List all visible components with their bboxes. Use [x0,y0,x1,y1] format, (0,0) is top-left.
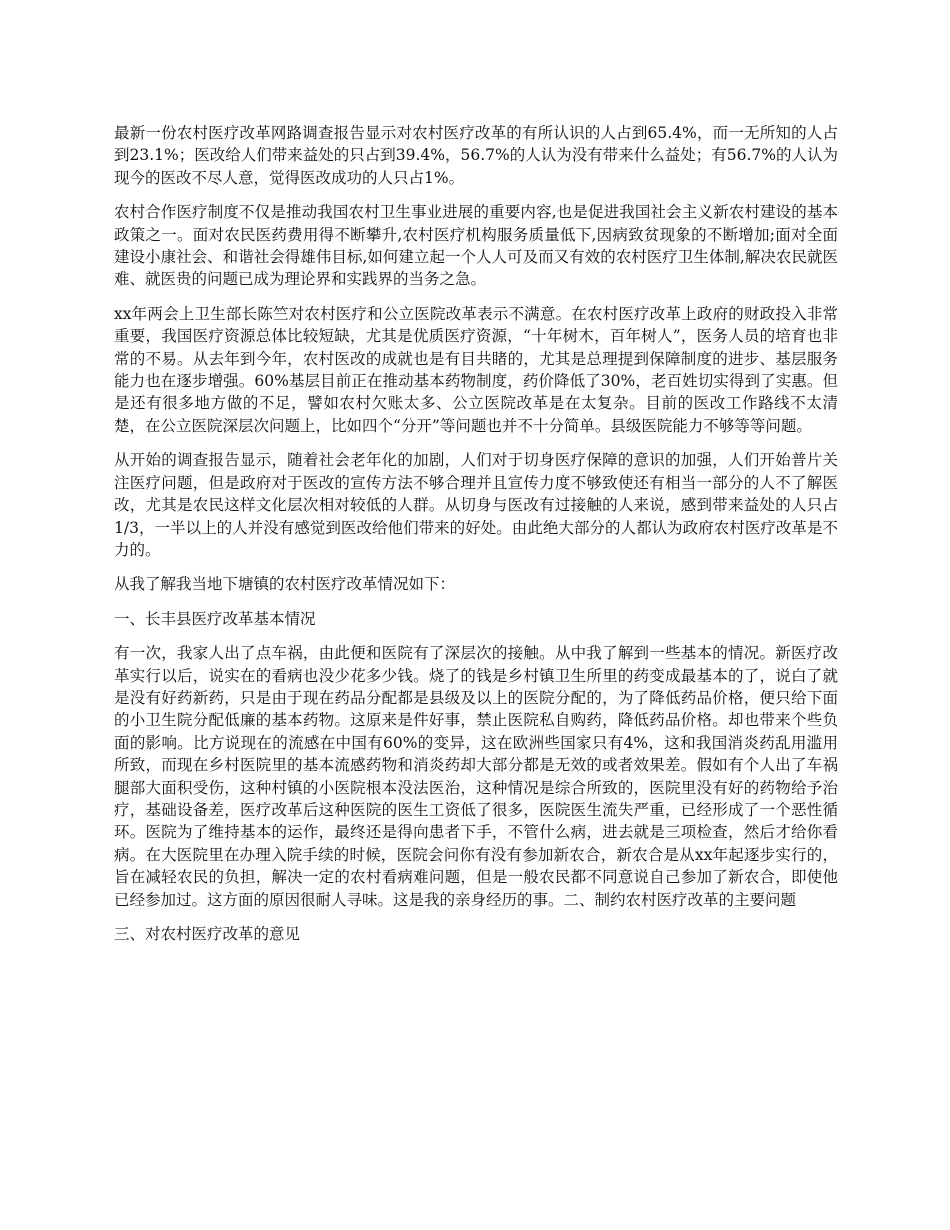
paragraph-health-minister-remarks: xx年两会上卫生部长陈竺对农村医疗和公立医院改革表示不满意。在农村医疗改革上政府的财政投入非常重要，我国医疗资源总体比较短缺，尤其是优质医疗资源，“十年树木，百年树人”，医务人员的培育也非常的不易。从去年到今年，农村医改的成就也是有目共睹的，尤其是总理提到保障制度的进步、基层服务能力也在逐步增强。60%基层目前正在推动基本药物制度，药价降低了30%，老百姓切实得到了实惠。但是还有很多地方做的不足，譬如农村欠账太多、公立医院改革是在太复杂。目前的医改工作路线不太清楚，在公立医院深层次问题上，比如四个“分开”等问题也并不十分简单。县级医院能力不够等等问题。 [114,304,838,435]
paragraph-cooperative-medical-system: 农村合作医疗制度不仅是推动我国农村卫生事业进展的重要内容,也是促进我国社会主义新农村建设的基本政策之一。面对农民医药费用得不断攀升,农村医疗机构服务质量低下,因病致贫现象的不断增加;面对全面建设小康社会、和谐社会得雄伟目标,如何建立起一个人人可及而又有效的农村医疗卫生体制,解决农民就医难、就医贵的问题已成为理论界和实践界的当务之急。 [114,203,838,289]
paragraph-personal-experience: 有一次，我家人出了点车祸，由此便和医院有了深层次的接触。从中我了解到一些基本的情况。新医疗改革实行以后，说实在的看病也没少花多少钱。烧了的钱是乡村镇卫生所里的药变成最基本的了，说白了就是没有好药新药，只是由于现在药品分配都是县级及以上的医院分配的，为了降低药品价格，便只给下面的小卫生院分配低廉的基本药物。这原来是件好事，禁止医院私自购药，降低药品价格。却也带来个些负面的影响。比方说现在的流感在中国有60%的变异，这在欧洲些国家只有4%，这和我国消炎药乱用滥用所致，而现在乡村医院里的基本流感药物和消炎药却大部分都是无效的或者效果差。假如有个人出了车祸腿部大面积受伤，这种村镇的小医院根本没法医治，这种情况是综合所致的，医院里没有好的药物给予治疗，基础设备差，医疗改革后这种医院的医生工资低了很多，医院医生流失严重，已经形成了一个恶性循环。医院为了维持基本的运作，最终还是得向患者下手，不管什么病，进去就是三项检查，然后才给你看病。在大医院里在办理入院手续的时候，医院会问你有没有参加新农合，新农合是从xx年起逐步实行的，旨在减轻农民的负担，解决一定的农村看病难问题，但是一般农民都不同意说自己参加了新农合，即使他已经参加过。这方面的原因很耐人寻味。这是我的亲身经历的事。二、制约农村医疗改革的主要问题 [114,644,838,909]
paragraph-local-intro: 从我了解我当地下塘镇的农村医疗改革情况如下： [114,575,456,594]
paragraph-survey-analysis: 从开始的调查报告显示，随着社会老年化的加剧，人们对于切身医疗保障的意识的加强，人们开始普片关注医疗问题，但是政府对于医改的宣传方法不够合理并且宣传力度不够致使还有相当一部分的人不了解医改，尤其是农民这样文化层次相对较低的人群。从切身与医改有过接触的人来说，感到带来益处的人只占1/3，一半以上的人并没有感觉到医改给他们带来的好处。由此绝大部分的人都认为政府农村医疗改革是不力的。 [114,451,838,559]
section-heading-3: 三、对农村医疗改革的意见 [114,925,301,943]
section-heading-1: 一、长丰县医疗改革基本情况 [114,609,316,628]
paragraph-survey-results: 最新一份农村医疗改革网路调查报告显示对农村医疗改革的有所认识的人占到65.4%，而一无所知的人占到23.1%；医改给人们带来益处的只占到39.4%，56.7%的人认为没有带来什么益处；有56.7%的人认为现今的医改不尽人意，觉得医改成功的人只占1%。 [114,124,838,187]
document-body [114,122,838,957]
